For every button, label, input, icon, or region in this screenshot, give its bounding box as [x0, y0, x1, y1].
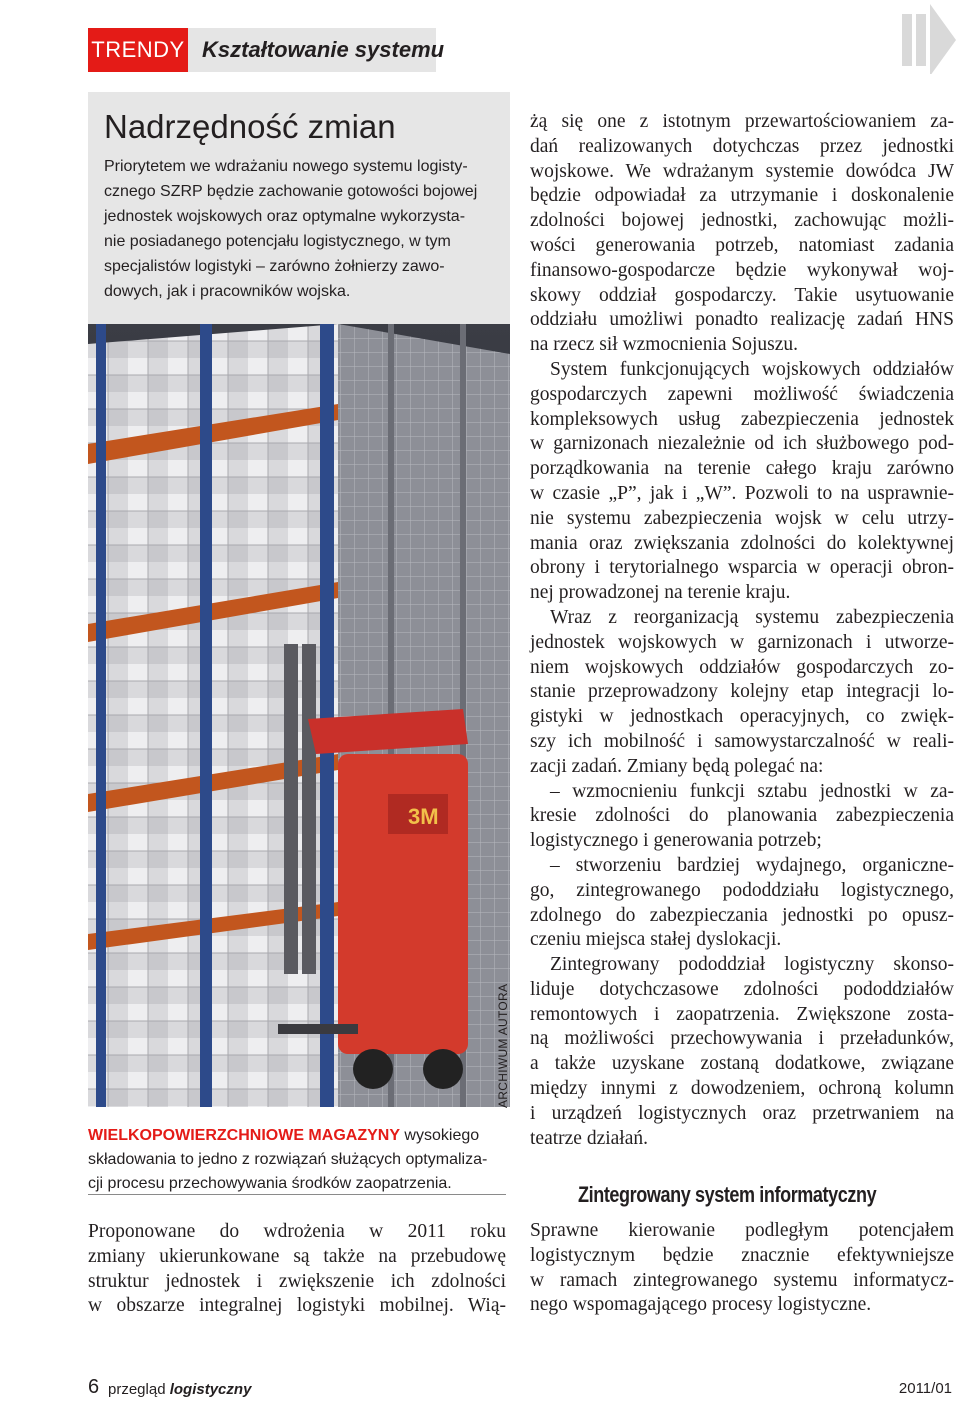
- photo-caption: [88, 1124, 504, 1196]
- body-line: zmiany ukierunkowane są także na przebudowę: [88, 1245, 506, 1267]
- section-tag: TRENDY: [88, 28, 188, 72]
- body-line: na rzecz sił wzmocnienia Sojuszu.: [530, 334, 799, 356]
- body-line: porządkowania na terenie całego kraju zarówno: [530, 458, 954, 480]
- body-line: ną możliwości przechowywania i przeładunków,: [530, 1028, 954, 1050]
- caption-head: WIELKOPOWIERZCHNIOWE MAGAZYNY: [88, 1127, 400, 1144]
- body-line: – wzmocnieniu funkcji sztabu jednostki w za-: [550, 780, 954, 802]
- body-line: nej prowadzonej na terenie kraju.: [530, 582, 791, 604]
- body-left-column: [88, 1220, 506, 1319]
- body-line: gospodarczych zapewni możliwość świadczenia: [530, 383, 954, 405]
- body-line: go, zintegrowanego pododdziału logistycznego,: [530, 879, 954, 901]
- caption-divider: [88, 1194, 506, 1195]
- header-title: Kształtowanie systemu: [202, 37, 445, 62]
- issue-number: 2011/01: [898, 1380, 952, 1397]
- body-line: dań realizowanych dotychczas przez jednostki: [530, 135, 954, 157]
- body-line: między innymi z dowodzeniem, ochroną kolumn: [530, 1078, 954, 1100]
- body-line: Proponowane do wdrożenia w 2011 roku: [88, 1221, 506, 1242]
- body-line: jednostek wojskowych w garnizonach i utworze-: [530, 631, 954, 653]
- body-right-column-bottom: [530, 1219, 954, 1318]
- body-line: remontowych i zaopatrzenia. Zwiększone zosta-: [530, 1003, 954, 1025]
- sidebar-lead-line: specjalistów logistyki – zarówno żołnierzy zawo-: [104, 258, 445, 275]
- sidebar-lead-line: Priorytetem we wdrażaniu nowego systemu logisty-: [104, 158, 468, 175]
- body-line: wojskowe. We wdrażanym systemie dowódca JW: [530, 160, 954, 182]
- magazine-brand: [108, 1381, 251, 1398]
- body-line: stanie przeprowadzony kolejny etap integracji lo-: [530, 681, 954, 703]
- body-line: w garnizonach niezależnie od ich służbowego pod-: [530, 433, 954, 455]
- body-line: mania oraz zwiększania zdolności do kolektywnej: [530, 532, 954, 554]
- section-subheading: Zintegrowany system informatyczny: [578, 1182, 877, 1207]
- body-line: gistyki w jednostkach operacyjnych, co zwięk-: [530, 706, 954, 728]
- body-line: i urządzeń logistycznych oraz przetrwaniem na: [530, 1102, 954, 1124]
- sidebar-lead: [104, 154, 504, 304]
- body-line: Wraz z reorganizacją systemu zabezpieczenia: [550, 606, 954, 628]
- body-line: czeniu miejsca stałej dyslokacji.: [530, 929, 782, 951]
- sidebar-lead-line: nie posiadanego potencjału logistycznego, w tym: [104, 233, 451, 250]
- caption-line: cji procesu przechowywania środków zaopatrzenia.: [88, 1175, 452, 1192]
- body-line: – stworzeniu bardziej wydajnego, organiczne-: [550, 854, 954, 876]
- page-number: 6: [88, 1376, 100, 1398]
- body-line: Zintegrowany pododdział logistyczny skonso-: [550, 954, 954, 976]
- brand-regular: przegląd: [108, 1381, 166, 1398]
- body-line: a także uzyskane zostaną dodatkowe, związane: [530, 1053, 954, 1075]
- warehouse-photo: [88, 324, 510, 1107]
- body-line: logistycznego i generowania potrzeb;: [530, 830, 822, 852]
- sidebar-lead-line: jednostek wojskowych oraz optymalne wykorzysta-: [104, 208, 466, 225]
- body-line: kompleksowych usług zabezpieczenia jednostek: [530, 408, 954, 430]
- body-line: struktur jednostek i zwiększenie ich zdolności: [88, 1270, 506, 1292]
- body-line: finansowo-gospodarcze będzie wykonywał woj-: [530, 259, 954, 281]
- brand-italic: logistyczny: [169, 1381, 252, 1398]
- body-line: zacji zadań. Zmiany będą polegać na:: [530, 755, 824, 777]
- body-line: nie systemu zabezpieczenia wojsk w celu utrzy-: [530, 507, 954, 529]
- body-line: obrony i terytorialnego wsparcia w operacji obron-: [530, 557, 954, 579]
- body-line: wości generowania potrzeb, natomiast zadania: [530, 234, 954, 256]
- body-line: nego wspomagającego procesy logistyczne.: [530, 1294, 872, 1316]
- body-line: szy ich mobilność i samowystarczalność w reali-: [530, 730, 954, 752]
- body-line: Sprawne kierowanie podległym potencjałem: [530, 1220, 954, 1241]
- body-line: teatrze działań.: [530, 1127, 648, 1149]
- body-line: skowy oddział gospodarczy. Takie usytuowanie: [530, 284, 954, 306]
- corner-arrow-icon: [900, 0, 960, 74]
- body-line: w ramach zintegrowanego systemu informatycz-: [530, 1269, 954, 1291]
- body-line: zdolnego do zabezpieczania jednostki po opusz-: [530, 904, 954, 926]
- sidebar-lead-line: dowych, jak i pracowników wojska.: [104, 283, 351, 300]
- sidebar-lead-line: cznego SZRP będzie zachowanie gotowości bojowej: [104, 183, 478, 200]
- body-line: w obszarze integralnej logistyki mobilnej. Wią-: [88, 1295, 506, 1317]
- body-line: zdolności bojowej jednostki, zachowując możli-: [530, 210, 954, 232]
- body-line: będzie odpowiadał za utrzymanie i doskonalenie: [530, 185, 954, 207]
- caption-line: składowania to jedno z rozwiązań służących optymaliza-: [88, 1151, 488, 1168]
- body-line: oddziału umożliwi ponadto realizację zadań HNS: [530, 309, 954, 331]
- forklift-label: 3M: [408, 804, 439, 829]
- body-line: System funkcjonujących wojskowych oddziałów: [550, 358, 954, 380]
- body-line: logistycznym będzie znacznie efektywniejsze: [530, 1244, 954, 1266]
- photo-credit: ARCHIWUM AUTORA: [496, 983, 510, 1108]
- body-line: kresie zdolności do planowania zabezpieczenia: [530, 805, 954, 827]
- body-line: niem wojskowych oddziałów gospodarczych zo-: [530, 656, 954, 678]
- caption-text: wysokiego: [399, 1127, 480, 1144]
- body-line: żą się one z istotnym przewartościowaniem za-: [530, 111, 954, 132]
- body-line: liduje dotychczasowe zdolności pododdziałów: [530, 978, 954, 1000]
- sidebar-title: Nadrzędność zmian: [104, 108, 396, 145]
- body-right-column: [530, 110, 954, 1151]
- body-line: w czasie „P”, jak i „W”. Pozwoli to na usprawnie-: [530, 482, 954, 504]
